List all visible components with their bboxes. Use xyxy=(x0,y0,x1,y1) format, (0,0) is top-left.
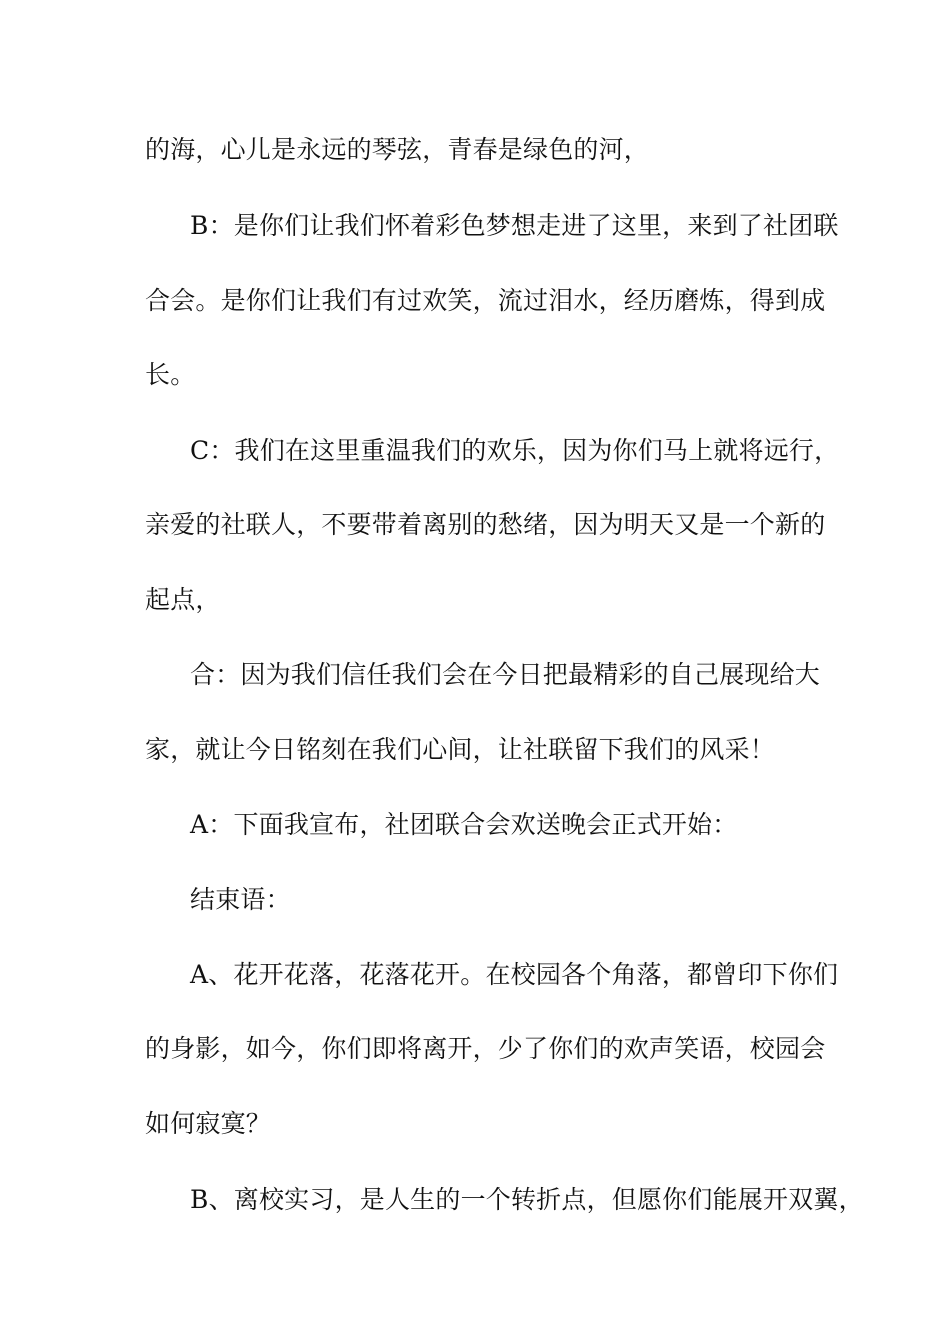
text-line: 如何寂寞？ xyxy=(145,1109,272,1138)
text-line: B、离校实习，是人生的一个转折点，但愿你们能展开双翼， xyxy=(190,1185,864,1214)
text-line: 起点， xyxy=(145,585,221,614)
text-line: C：我们在这里重温我们的欢乐，因为你们马上就将远行， xyxy=(190,436,840,465)
text-line: 合：因为我们信任我们会在今日把最精彩的自己展现给大 xyxy=(190,660,821,689)
text-line: 合会。是你们让我们有过欢笑，流过泪水，经历磨炼，得到成 xyxy=(145,286,826,315)
text-line: 家，就让今日铭刻在我们心间，让社联留下我们的风采！ xyxy=(145,735,776,764)
text-line: 亲爱的社联人，不要带着离别的愁绪，因为明天又是一个新的 xyxy=(145,510,826,539)
text-line: 结束语： xyxy=(190,885,291,914)
text-line: 长。 xyxy=(145,360,196,389)
text-line: 的身影，如今，你们即将离开，少了你们的欢声笑语，校园会 xyxy=(145,1034,826,1063)
text-line: A：下面我宣布，社团联合会欢送晚会正式开始： xyxy=(190,810,738,839)
text-line: 的海，心儿是永远的琴弦，青春是绿色的河， xyxy=(145,135,650,164)
text-line: B：是你们让我们怀着彩色梦想走进了这里，来到了社团联 xyxy=(190,211,839,240)
text-line: A、花开花落，花落花开。在校园各个角落，都曾印下你们 xyxy=(190,960,839,989)
